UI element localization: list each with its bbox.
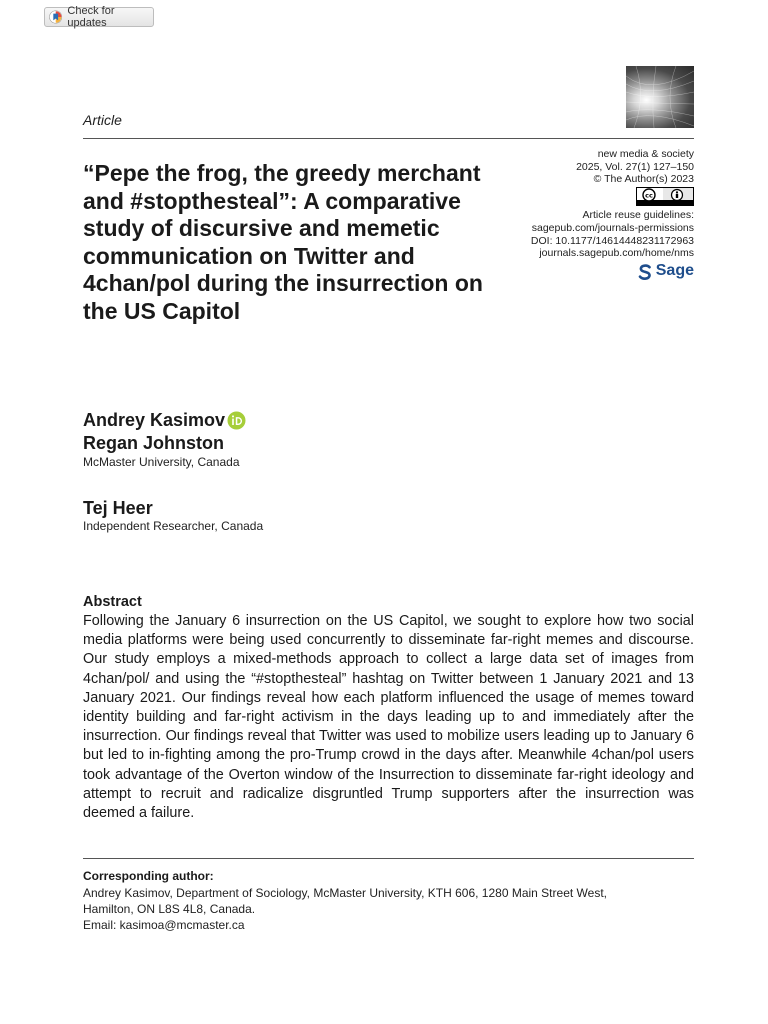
journal-name: new media & society (597, 148, 694, 160)
corresponding-email[interactable]: Email: kasimoa@mcmaster.ca (83, 918, 245, 932)
volume-info: 2025, Vol. 27(1) 127–150 (576, 160, 694, 173)
article-type-label: Article (83, 112, 122, 128)
publisher-name: Sage (655, 262, 694, 280)
corresponding-author-details (83, 885, 694, 933)
sage-logo-icon (638, 264, 652, 280)
abstract-heading: Abstract (83, 594, 142, 610)
journal-home-link[interactable]: journals.sagepub.com/home/nms (539, 247, 694, 260)
copyright-notice: © The Author(s) 2023 (593, 173, 694, 186)
crossmark-icon (49, 10, 62, 24)
author-2: Regan Johnston (83, 433, 225, 453)
permissions-link[interactable]: sagepub.com/journals-permissions (531, 221, 694, 234)
license-badge[interactable] (636, 187, 694, 206)
corresponding-address-line: Andrey Kasimov, Department of Sociology, McMaster University, KTH 606, 1280 Main Street West, (83, 886, 607, 900)
author-1 (83, 410, 246, 431)
orcid-icon[interactable] (227, 411, 246, 430)
affiliation-2: Independent Researcher, Canada (83, 519, 264, 533)
journal-cover-image (626, 66, 694, 128)
footer-divider (83, 858, 694, 859)
article-title: “Pepe the frog, the greedy merchant and #stopthesteal”: A comparative study of discursive and memetic communication on Twitter and 4chan/pol during the insurrection on the US Capitol (83, 160, 483, 324)
header-divider (83, 138, 694, 139)
check-for-updates-label: Check for updates (67, 5, 115, 29)
affiliation-1: McMaster University, Canada (83, 455, 240, 469)
cc-by-icon (636, 187, 694, 206)
svg-text:cc: cc (645, 191, 653, 200)
corresponding-city-line: Hamilton, ON L8S 4L8, Canada. (83, 902, 256, 916)
author-name: Andrey Kasimov (83, 410, 226, 430)
doi[interactable]: DOI: 10.1177/14614448231172963 (530, 234, 694, 247)
corresponding-author-heading: Corresponding author: (83, 869, 214, 883)
abstract-text: Following the January 6 insurrection on the US Capitol, we sought to explore how two social media platforms were being used concurrently to disseminate far-right memes and discourse. Our study employs a mixed-methods approach to collect a large data set of images from 4chan/pol/ and using the “#stopthesteal” hashtag on Twitter between 1 January 2021 and 13 January 2021. Our findings reveal how each platform influenced the usage of memes toward identity building and far-right activism in the days leading up to and immediately after the insurrection. Our findings reveal that Twitter was used to mobilize users leading up to January 6 but led to in-fighting among the pro-Trump crowd in the days after. Meanwhile 4chan/pol users took advantage of the Overton window of the Insurrection to disseminate far-right ideology and attempt to recruit and radicalize disgruntled Trump supporters after the insurrection was deemed a failure. (83, 613, 694, 822)
author-3: Tej Heer (83, 498, 153, 518)
reuse-guidelines-label: Article reuse guidelines: (582, 209, 694, 222)
check-for-updates-button[interactable] (44, 7, 154, 27)
